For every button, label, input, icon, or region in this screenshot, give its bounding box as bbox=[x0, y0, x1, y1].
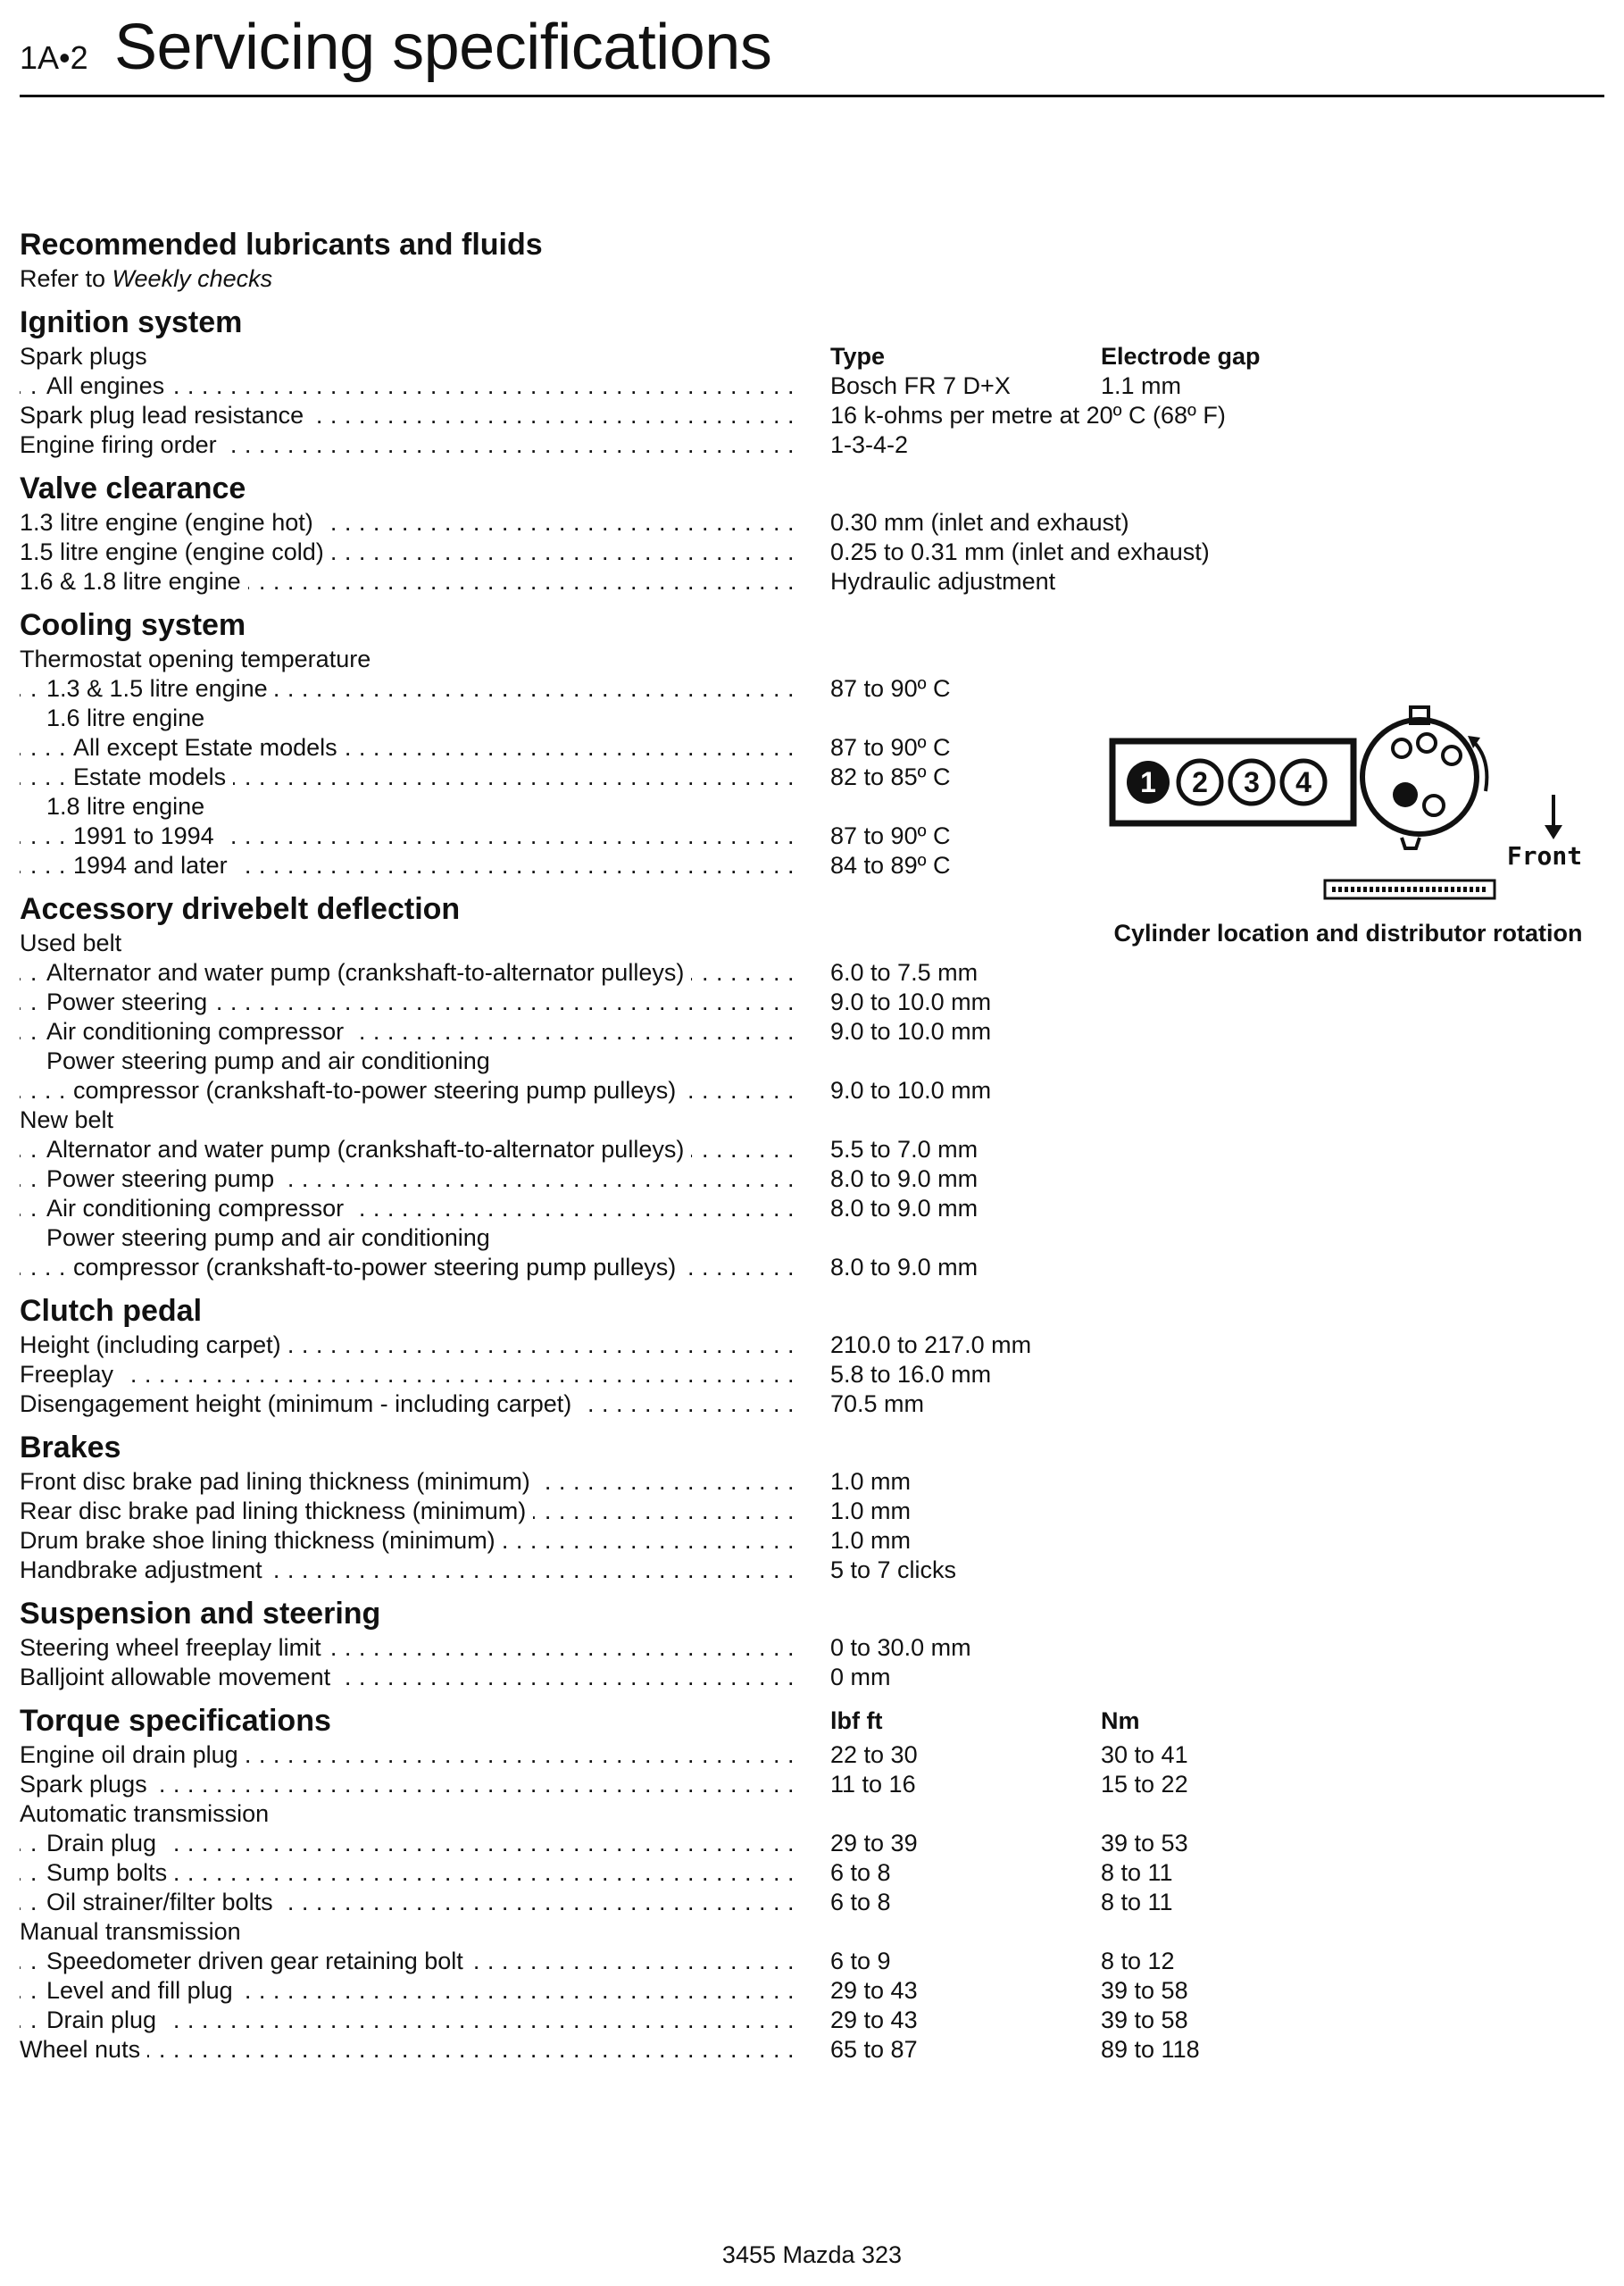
spec-row: Manual transmission bbox=[20, 1917, 1296, 1947]
spec-row: Spark plug lead resistance . . . 16 k-ohms per metre at 20º C (68º F) bbox=[20, 401, 1296, 430]
spec-row: compressor (crankshaft-to-power steering pump pulleys) . . . 9.0 to 10.0 mm bbox=[20, 1076, 1296, 1105]
spec-row: Wheel nuts . . . 65 to 87 89 to 118 bbox=[20, 2035, 1296, 2065]
section-heading: Torque specifications bbox=[20, 1704, 338, 1738]
spec-row: Spark plugs Type Electrode gap bbox=[20, 343, 1261, 370]
cylinder-3-label: 3 bbox=[1244, 766, 1260, 798]
spec-row: Engine oil drain plug . . . 22 to 30 30 to 41 bbox=[20, 1740, 1296, 1770]
cylinder-1-label: 1 bbox=[1140, 766, 1156, 798]
column-header: Electrode gap bbox=[1101, 343, 1261, 370]
cylinder-2-label: 2 bbox=[1192, 766, 1208, 798]
spec-row: Power steering . . . 9.0 to 10.0 mm bbox=[20, 988, 1296, 1017]
section-heading: Accessory drivebelt deflection bbox=[20, 892, 461, 926]
section-heading: Valve clearance bbox=[20, 471, 246, 505]
column-header: Type bbox=[830, 343, 886, 370]
torque-heading-row bbox=[20, 1701, 1296, 1740]
spec-row: Rear disc brake pad lining thickness (minimum) . . . 1.0 mm bbox=[20, 1497, 1296, 1526]
spec-row: 1.3 litre engine (engine hot) . . . 0.30 mm (inlet and exhaust) bbox=[20, 508, 1296, 538]
spec-row: Power steering pump and air conditioning bbox=[20, 1223, 1296, 1253]
page-number: 1A•2 bbox=[20, 39, 88, 76]
spec-row: Speedometer driven gear retaining bolt . . . 6 to 9 8 to 12 bbox=[20, 1947, 1296, 1976]
section-heading: Cooling system bbox=[20, 608, 246, 642]
spec-row: Sump bolts . . . 6 to 8 8 to 11 bbox=[20, 1858, 1296, 1888]
spec-row: Height (including carpet) . . . 210.0 to 217.0 mm bbox=[20, 1331, 1296, 1360]
spec-row: Automatic transmission bbox=[20, 1799, 1296, 1829]
spec-row: 1.3 & 1.5 litre engine . . . 87 to 90º C bbox=[20, 674, 1296, 704]
page-footer: 3455 Mazda 323 bbox=[721, 2241, 903, 2268]
spec-row: Drum brake shoe lining thickness (minimum) . . . 1.0 mm bbox=[20, 1526, 1296, 1556]
spec-row: Steering wheel freeplay limit . . . 0 to 30.0 mm bbox=[20, 1633, 1296, 1663]
spec-row: Thermostat opening temperature bbox=[20, 645, 1296, 674]
distributor-terminal bbox=[1424, 796, 1444, 815]
spec-row: All except Estate models . . . 87 to 90º C bbox=[20, 733, 1296, 763]
distributor-terminal bbox=[1443, 747, 1461, 764]
spec-row: 1991 to 1994 . . . 87 to 90º C bbox=[20, 822, 1296, 851]
spec-row: Spark plugs . . . 11 to 16 15 to 22 bbox=[20, 1770, 1296, 1799]
cylinder-distributor-diagram bbox=[1107, 705, 1589, 911]
distributor-terminal bbox=[1393, 739, 1411, 757]
spec-row: Drain plug . . . 29 to 39 39 to 53 bbox=[20, 1829, 1296, 1858]
spec-row: 1.6 litre engine bbox=[20, 704, 1296, 733]
front-label: Front bbox=[1506, 841, 1583, 871]
distributor-terminal-1 bbox=[1393, 782, 1418, 807]
spec-row: Drain plug . . . 29 to 43 39 to 58 bbox=[20, 2006, 1296, 2035]
column-header: lbf ft bbox=[830, 1707, 883, 1734]
front-arrow-head bbox=[1545, 825, 1562, 839]
page-title: Servicing specifications bbox=[114, 12, 772, 83]
spec-row: 1.6 & 1.8 litre engine . . . Hydraulic adjustment bbox=[20, 567, 1296, 597]
section-heading: Brakes bbox=[20, 1431, 121, 1464]
spec-row: New belt bbox=[20, 1105, 1296, 1135]
spec-row: Handbrake adjustment . . . 5 to 7 clicks bbox=[20, 1556, 1296, 1585]
cylinder-4-label: 4 bbox=[1295, 766, 1312, 798]
spec-row: Level and fill plug . . . 29 to 43 39 to 58 bbox=[20, 1976, 1296, 2006]
page-header bbox=[20, 9, 1604, 97]
spec-row: Power steering pump and air conditioning bbox=[20, 1047, 1296, 1076]
spec-row: Oil strainer/filter bolts . . . 6 to 8 8 to 11 bbox=[20, 1888, 1296, 1917]
spec-row: Air conditioning compressor . . . 9.0 to 10.0 mm bbox=[20, 1017, 1296, 1047]
spec-row: Disengagement height (minimum - including carpet) . . . 70.5 mm bbox=[20, 1389, 1296, 1419]
section-heading: Recommended lubricants and fluids bbox=[20, 228, 543, 262]
spec-row: Front disc brake pad lining thickness (minimum) . . . 1.0 mm bbox=[20, 1467, 1296, 1497]
column-header: Nm bbox=[1101, 1707, 1140, 1734]
spec-row: Used belt bbox=[20, 929, 1296, 958]
spec-row: 1994 and later . . . 84 to 89º C bbox=[20, 851, 1296, 880]
spec-row: All engines . . . Bosch FR 7 D+X 1.1 mm bbox=[20, 371, 1296, 401]
spec-row: Power steering pump . . . 8.0 to 9.0 mm bbox=[20, 1164, 1296, 1194]
spec-row: Freeplay . . . 5.8 to 16.0 mm bbox=[20, 1360, 1296, 1389]
distributor-terminal bbox=[1418, 734, 1436, 752]
spec-row: Estate models . . . 82 to 85º C bbox=[20, 763, 1296, 792]
spec-row: Air conditioning compressor . . . 8.0 to 9.0 mm bbox=[20, 1194, 1296, 1223]
spec-row: Engine firing order . . . 1-3-4-2 bbox=[20, 430, 1296, 460]
figure-caption: Cylinder location and distributor rotation bbox=[1113, 920, 1583, 947]
spec-row: Alternator and water pump (crankshaft-to-alternator pulleys) . . . 5.5 to 7.0 mm bbox=[20, 1135, 1296, 1164]
section-heading: Clutch pedal bbox=[20, 1294, 203, 1328]
section-heading: Ignition system bbox=[20, 305, 243, 339]
spec-row: Balljoint allowable movement . . . 0 mm bbox=[20, 1663, 1296, 1692]
spec-row: 1.5 litre engine (engine cold) . . . 0.25 to 0.31 mm (inlet and exhaust) bbox=[20, 538, 1296, 567]
spec-row: 1.8 litre engine bbox=[20, 792, 1296, 822]
lubricants-note: Refer to Weekly checks bbox=[20, 265, 273, 292]
spec-row: compressor (crankshaft-to-power steering pump pulleys) . . . 8.0 to 9.0 mm bbox=[20, 1253, 1296, 1282]
section-heading: Suspension and steering bbox=[20, 1597, 381, 1631]
spec-row: Alternator and water pump (crankshaft-to-alternator pulleys) . . . 6.0 to 7.5 mm bbox=[20, 958, 1296, 988]
distributor-base bbox=[1402, 838, 1420, 848]
spec-content bbox=[20, 225, 1296, 2065]
cylinder-distributor-figure bbox=[1107, 705, 1589, 911]
